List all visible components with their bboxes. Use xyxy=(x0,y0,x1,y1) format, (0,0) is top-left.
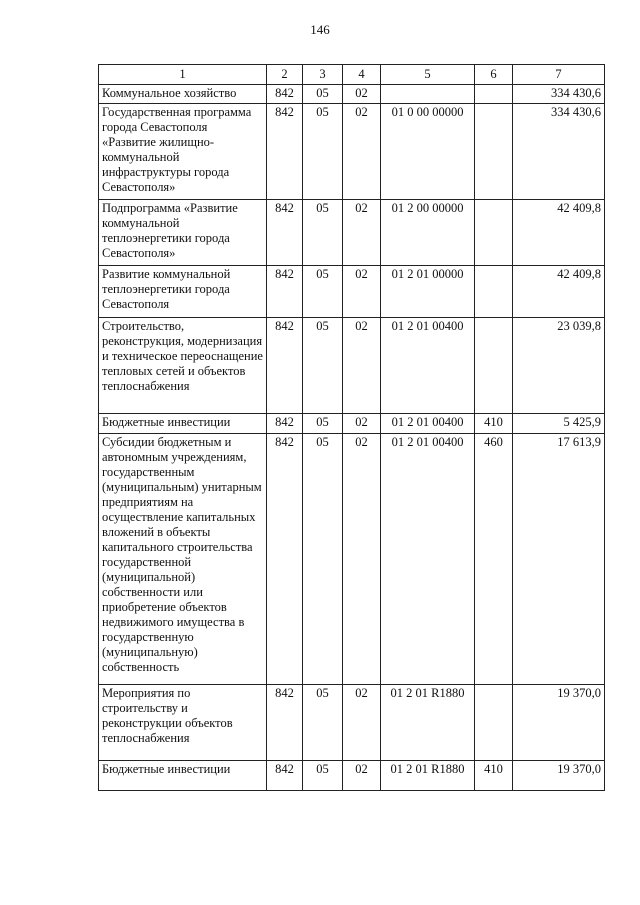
table-row xyxy=(99,685,605,761)
row-name: Бюджетные инвестиции xyxy=(99,414,267,434)
row-sum: 334 430,6 xyxy=(513,104,605,200)
row-rz: 05 xyxy=(303,414,343,434)
row-sum: 19 370,0 xyxy=(513,761,605,791)
row-name: Субсидии бюджетным и автономным учреждениям, государственным (муниципальным) унитарным предприятиям на осуществление капитальных вложений в объекты капитального строительства государственной (муниципальной) собственности или приобретение объектов недвижимого имущества в государственную (муниципальную) собственность xyxy=(99,434,267,685)
row-rz: 05 xyxy=(303,685,343,761)
row-csr: 01 0 00 00000 xyxy=(381,104,475,200)
row-ved: 842 xyxy=(267,104,303,200)
row-sum: 5 425,9 xyxy=(513,414,605,434)
header-col-2: 2 xyxy=(267,65,303,85)
row-pr: 02 xyxy=(343,104,381,200)
row-vr xyxy=(475,104,513,200)
table-row xyxy=(99,434,605,685)
row-ved: 842 xyxy=(267,85,303,104)
header-col-4: 4 xyxy=(343,65,381,85)
row-sum: 42 409,8 xyxy=(513,266,605,318)
row-rz: 05 xyxy=(303,266,343,318)
page-number: 146 xyxy=(310,22,330,37)
row-csr: 01 2 01 00400 xyxy=(381,318,475,414)
header-col-7: 7 xyxy=(513,65,605,85)
row-name: Коммунальное хозяйство xyxy=(99,85,267,104)
row-vr xyxy=(475,318,513,414)
row-ved: 842 xyxy=(267,761,303,791)
table-row xyxy=(99,414,605,434)
row-sum: 23 039,8 xyxy=(513,318,605,414)
row-sum: 17 613,9 xyxy=(513,434,605,685)
row-pr: 02 xyxy=(343,200,381,266)
row-vr xyxy=(475,85,513,104)
row-rz: 05 xyxy=(303,104,343,200)
table-row xyxy=(99,104,605,200)
row-csr: 01 2 01 00400 xyxy=(381,434,475,685)
row-sum: 42 409,8 xyxy=(513,200,605,266)
row-rz: 05 xyxy=(303,200,343,266)
row-ved: 842 xyxy=(267,414,303,434)
row-rz: 05 xyxy=(303,761,343,791)
row-csr: 01 2 01 00000 xyxy=(381,266,475,318)
row-vr xyxy=(475,685,513,761)
row-csr: 01 2 01 R1880 xyxy=(381,685,475,761)
row-ved: 842 xyxy=(267,434,303,685)
table-row xyxy=(99,200,605,266)
row-ved: 842 xyxy=(267,200,303,266)
row-csr: 01 2 01 00400 xyxy=(381,414,475,434)
row-rz: 05 xyxy=(303,434,343,685)
table-row xyxy=(99,85,605,104)
header-col-6: 6 xyxy=(475,65,513,85)
row-name: Развитие коммунальной теплоэнергетики города Севастополя xyxy=(99,266,267,318)
row-pr: 02 xyxy=(343,414,381,434)
row-sum: 19 370,0 xyxy=(513,685,605,761)
row-rz: 05 xyxy=(303,85,343,104)
table-row xyxy=(99,761,605,791)
row-sum: 334 430,6 xyxy=(513,85,605,104)
row-pr: 02 xyxy=(343,318,381,414)
row-name: Бюджетные инвестиции xyxy=(99,761,267,791)
table-row xyxy=(99,318,605,414)
budget-table xyxy=(98,64,605,791)
row-name: Государственная программа города Севастополя «Развитие жилищно-коммунальной инфраструктуры города Севастополя» xyxy=(99,104,267,200)
row-csr xyxy=(381,85,475,104)
row-ved: 842 xyxy=(267,685,303,761)
header-col-3: 3 xyxy=(303,65,343,85)
row-pr: 02 xyxy=(343,761,381,791)
table-row xyxy=(99,266,605,318)
header-col-5: 5 xyxy=(381,65,475,85)
row-pr: 02 xyxy=(343,434,381,685)
row-vr xyxy=(475,266,513,318)
row-pr: 02 xyxy=(343,266,381,318)
row-ved: 842 xyxy=(267,318,303,414)
row-vr xyxy=(475,200,513,266)
row-vr: 410 xyxy=(475,414,513,434)
header-col-1: 1 xyxy=(99,65,267,85)
row-rz: 05 xyxy=(303,318,343,414)
row-pr: 02 xyxy=(343,685,381,761)
row-csr: 01 2 01 R1880 xyxy=(381,761,475,791)
row-ved: 842 xyxy=(267,266,303,318)
row-vr: 460 xyxy=(475,434,513,685)
row-vr: 410 xyxy=(475,761,513,791)
header-row xyxy=(99,65,605,85)
row-csr: 01 2 00 00000 xyxy=(381,200,475,266)
row-name: Подпрограмма «Развитие коммунальной теплоэнергетики города Севастополя» xyxy=(99,200,267,266)
row-name: Строительство, реконструкция, модернизация и техническое переоснащение тепловых сетей и объектов теплоснабжения xyxy=(99,318,267,414)
row-name: Мероприятия по строительству и реконструкции объектов теплоснабжения xyxy=(99,685,267,761)
row-pr: 02 xyxy=(343,85,381,104)
